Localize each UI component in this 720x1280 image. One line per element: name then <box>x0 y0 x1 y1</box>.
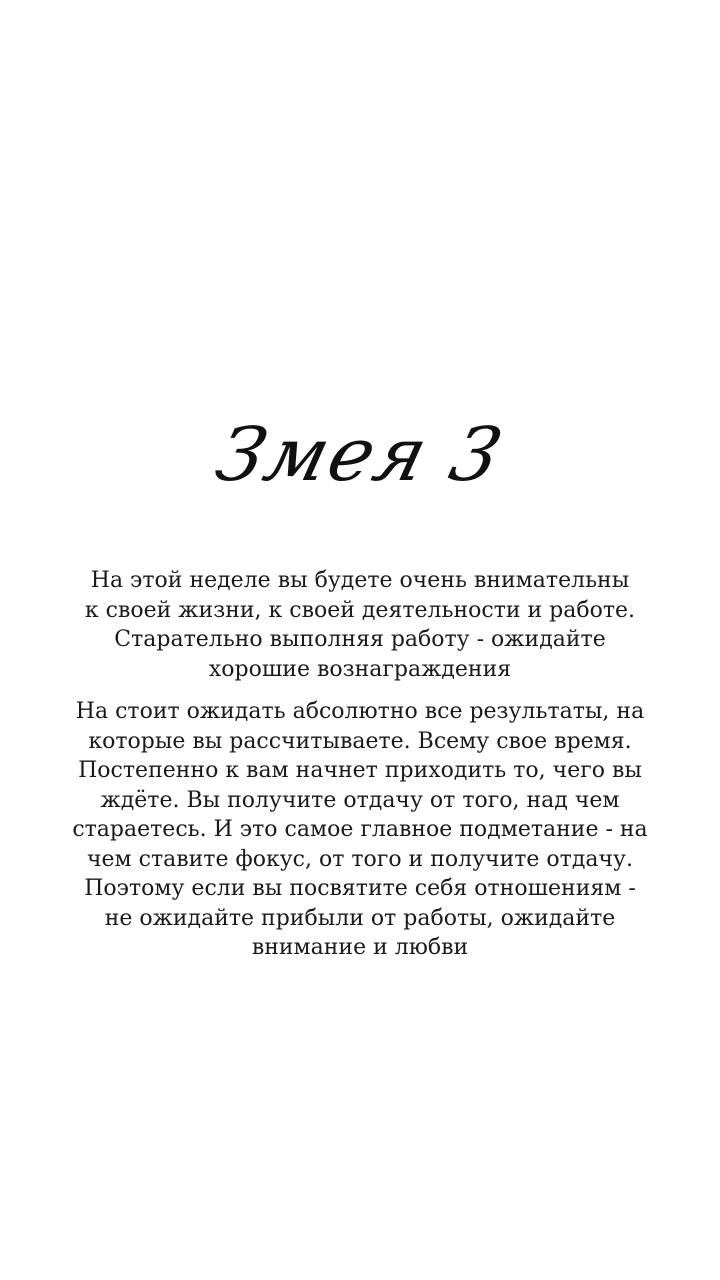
paragraph-line: Постепенно к вам начнет приходить то, чего вы <box>78 758 642 783</box>
paragraph-line: чем ставите фокус, от того и получите отдачу. <box>86 846 633 872</box>
paragraph-line: ждёте. Вы получите отдачу от того, над чем <box>100 787 620 813</box>
paragraph-line: к своей жизни, к своей деятельности и работе. <box>84 597 636 623</box>
paragraph-line: хорошие вознаграждения <box>208 656 512 682</box>
paragraph-line: Старательно выполняя работу - ожидайте <box>114 627 606 652</box>
paragraph-line: На стоит ожидать абсолютно все результаты, на <box>75 699 645 724</box>
paragraph-line: На этой неделе вы будете очень внимательны <box>90 568 630 593</box>
page-title: Змея 3 <box>207 412 513 498</box>
paragraph-2 <box>40 697 680 963</box>
paragraph-line: Поэтому если вы посвятите себя отношениям - <box>84 876 636 901</box>
paragraph-line: стараетесь. И это самое главное подметание - на <box>72 817 648 842</box>
paragraph-line: которые вы рассчитываете. Всему свое время. <box>88 728 632 754</box>
paragraph-line: внимание и любви <box>251 935 469 960</box>
paragraph-1 <box>40 566 680 684</box>
paragraph-line: не ожидайте прибыли от работы, ожидайте <box>104 905 616 931</box>
